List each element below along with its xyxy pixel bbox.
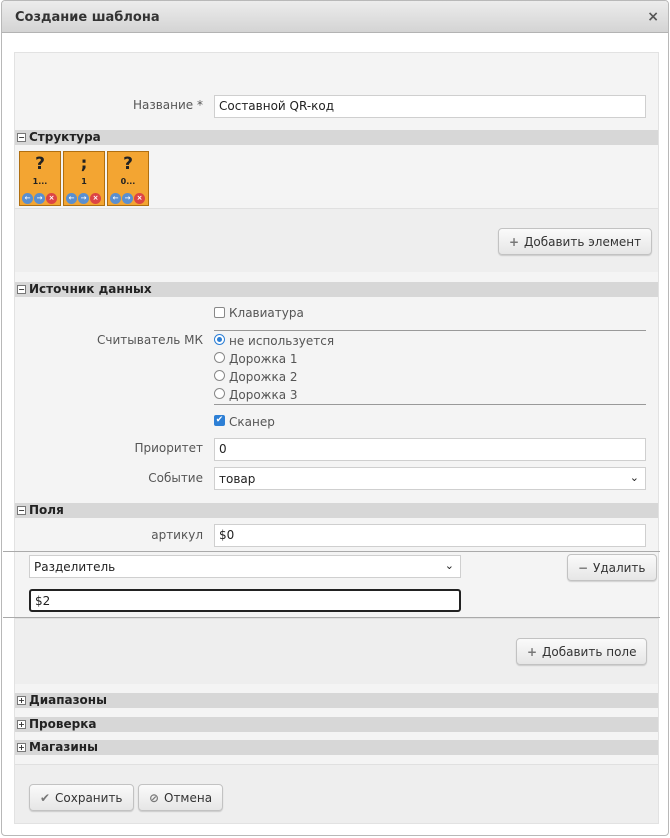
save-button[interactable] bbox=[29, 784, 134, 811]
delete-label: Удалить bbox=[593, 561, 646, 575]
event-select[interactable] bbox=[214, 467, 646, 490]
section-title: Структура bbox=[29, 130, 101, 144]
scanner-checkbox[interactable]: ✔ bbox=[215, 415, 224, 425]
tile-symbol: ? bbox=[123, 154, 133, 174]
separator-select-value: Разделитель bbox=[34, 560, 116, 574]
article-label: артикул bbox=[151, 528, 203, 542]
section-title: Поля bbox=[29, 503, 64, 517]
priority-input[interactable]: 0 bbox=[214, 438, 646, 461]
section-validation[interactable] bbox=[15, 717, 658, 732]
expand-icon[interactable]: + bbox=[18, 720, 25, 729]
add-element-label: Добавить элемент bbox=[524, 235, 642, 249]
collapse-icon[interactable]: − bbox=[18, 285, 25, 294]
divider bbox=[3, 551, 660, 552]
section-title: Проверка bbox=[29, 717, 97, 731]
minus-icon: − bbox=[578, 561, 589, 575]
delete-icon[interactable]: × bbox=[134, 193, 145, 204]
radio-track-3[interactable] bbox=[214, 388, 225, 399]
section-fields[interactable] bbox=[15, 503, 658, 518]
cancel-button[interactable] bbox=[138, 784, 223, 811]
radio-label: не используется bbox=[229, 334, 335, 348]
divider bbox=[214, 404, 646, 405]
section-ranges[interactable] bbox=[15, 693, 658, 708]
move-left-icon[interactable]: ← bbox=[66, 193, 77, 204]
tile-symbol: ; bbox=[80, 154, 88, 174]
close-icon[interactable]: × bbox=[647, 9, 659, 25]
cancel-label: Отмена bbox=[164, 791, 213, 805]
separator-value-input[interactable]: $2 bbox=[29, 589, 461, 612]
article-input[interactable]: $0 bbox=[214, 524, 646, 547]
radio-label: Дорожка 2 bbox=[229, 370, 298, 384]
expand-icon[interactable]: + bbox=[18, 743, 25, 752]
delete-icon[interactable]: × bbox=[46, 193, 57, 204]
card-reader-label: Считыватель МК bbox=[97, 333, 203, 347]
radio-not-used[interactable] bbox=[214, 334, 225, 345]
delete-icon[interactable]: × bbox=[90, 193, 101, 204]
section-title: Источник данных bbox=[29, 282, 152, 296]
collapse-icon[interactable]: − bbox=[18, 133, 25, 142]
check-icon: ✔ bbox=[40, 791, 51, 805]
event-select-value: товар bbox=[219, 472, 256, 486]
scanner-label: Сканер bbox=[229, 415, 275, 429]
priority-label: Приоритет bbox=[134, 441, 203, 455]
keyboard-checkbox[interactable] bbox=[214, 307, 225, 318]
structure-tile[interactable] bbox=[19, 151, 61, 206]
template-dialog bbox=[1, 0, 669, 836]
section-structure[interactable] bbox=[15, 130, 658, 145]
keyboard-label: Клавиатура bbox=[229, 306, 304, 320]
tile-subtitle: 1... bbox=[32, 177, 48, 186]
move-right-icon[interactable]: → bbox=[78, 193, 89, 204]
radio-track-2[interactable] bbox=[214, 370, 225, 381]
add-field-button[interactable] bbox=[516, 638, 647, 665]
move-right-icon[interactable]: → bbox=[34, 193, 45, 204]
dialog-titlebar bbox=[2, 1, 668, 33]
cancel-icon: ⊘ bbox=[149, 791, 160, 805]
section-data-source[interactable] bbox=[15, 282, 658, 297]
section-title: Диапазоны bbox=[29, 693, 107, 707]
section-title: Магазины bbox=[29, 740, 98, 754]
add-field-label: Добавить поле bbox=[542, 645, 637, 659]
radio-label: Дорожка 1 bbox=[229, 352, 298, 366]
add-element-button[interactable] bbox=[498, 228, 652, 255]
radio-label: Дорожка 3 bbox=[229, 388, 298, 402]
name-input[interactable]: Составной QR-код bbox=[214, 95, 646, 118]
chevron-down-icon: ⌄ bbox=[444, 559, 454, 572]
divider bbox=[214, 330, 646, 331]
tile-subtitle: 1 bbox=[81, 177, 87, 186]
move-left-icon[interactable]: ← bbox=[110, 193, 121, 204]
tile-symbol: ? bbox=[35, 154, 45, 174]
tile-subtitle: 0... bbox=[120, 177, 136, 186]
dialog-title: Создание шаблона bbox=[15, 10, 160, 25]
structure-tile[interactable] bbox=[107, 151, 149, 206]
name-label: Название * bbox=[132, 98, 203, 112]
separator-select[interactable] bbox=[29, 555, 461, 578]
dialog-content bbox=[14, 52, 659, 824]
move-right-icon[interactable]: → bbox=[122, 193, 133, 204]
section-shops[interactable] bbox=[15, 740, 658, 755]
plus-icon: + bbox=[527, 645, 538, 659]
expand-icon[interactable]: + bbox=[18, 696, 25, 705]
radio-track-1[interactable] bbox=[214, 352, 225, 363]
event-label: Событие bbox=[148, 471, 203, 485]
structure-tile[interactable] bbox=[63, 151, 105, 206]
collapse-icon[interactable]: − bbox=[18, 506, 25, 515]
chevron-down-icon: ⌄ bbox=[629, 471, 639, 484]
delete-button[interactable] bbox=[567, 554, 657, 581]
plus-icon: + bbox=[509, 235, 520, 249]
save-label: Сохранить bbox=[55, 791, 123, 805]
move-left-icon[interactable]: ← bbox=[22, 193, 33, 204]
